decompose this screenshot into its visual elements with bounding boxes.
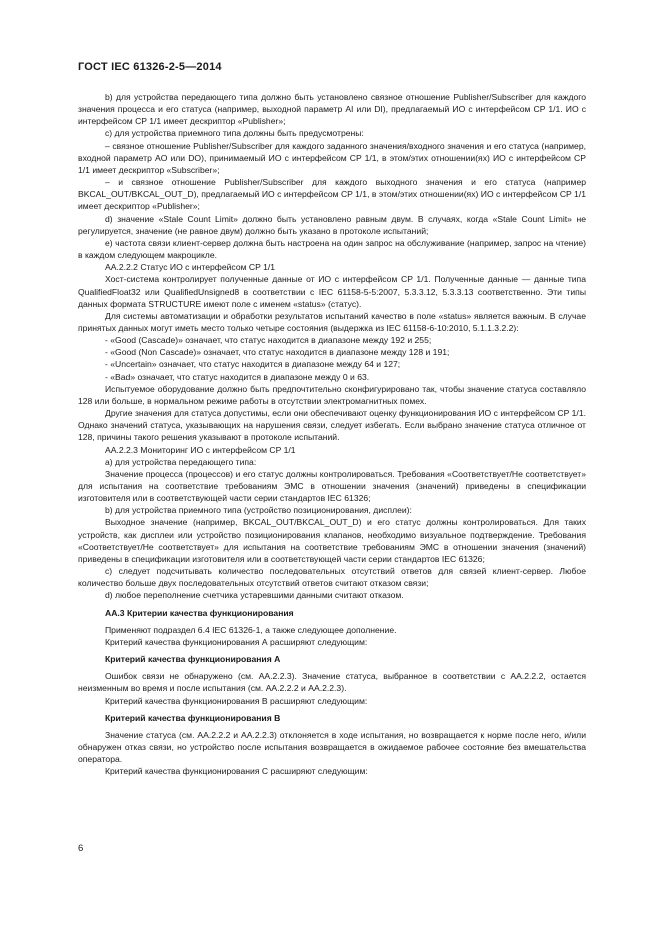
- list-item: - «Uncertain» означает, что статус находится в диапазоне между 64 и 127;: [105, 359, 401, 370]
- page-number: 6: [78, 843, 84, 854]
- paragraph: Ошибок связи не обнаружено (см. AA.2.2.3). Значение статуса, выбранное в соответствии с AA.2.2.2, остается неизменным во время и после испытания (см. AA.2.2.2 и AA.2.2.3).: [78, 671, 586, 694]
- paragraph: Критерий качества функционирования С расширяют следующим:: [105, 766, 368, 777]
- list-item: - «Good (Cascade)» означает, что статус находится в диапазоне между 192 и 255;: [105, 335, 432, 346]
- paragraph: Другие значения для статуса допустимы, если они обеспечивают оценку функционирования ИО с интерфейсом CP 1/1. Однако значений статуса, указывающих на нарушения связи, следует избегать. Если выбрано значение статуса отличное от 128, причины такого решения указывают в протоколе испытаний.: [78, 408, 586, 443]
- paragraph: a) для устройства передающего типа:: [105, 456, 257, 467]
- paragraph: d) значение «Stale Count Limit» должно быть установлено равным двум. В случаях, когда «Stale Count Limit» не регулируется, значение (не равное двум) должно быть указано в протоколе испытаний;: [78, 213, 586, 236]
- paragraph: e) частота связи клиент-сервер должна быть настроена на один запрос на обслуживание (например, запрос на чтение) в каждом следующем макроцикле.: [78, 237, 586, 261]
- document-header: ГОСТ IEC 61326-2-5—2014: [78, 61, 222, 73]
- list-item: - «Good (Non Cascade)» означает, что статус находится в диапазоне между 128 и 191;: [105, 347, 450, 358]
- paragraph: d) любое переполнение счетчика устаревшими данными считают отказом.: [105, 590, 404, 601]
- paragraph: Выходное значение (например, BKCAL_OUT/BKCAL_OUT_D) и его статус должны контролироваться. Для таких устройств, как дисплеи или устройство позиционирования клапанов, необходимо визуальное подтверждение. Требования «Соответствует/Не соответствует» для испытания на соответствие требованиям ЭМС в отношении значения (значений) приведены в спецификации изготовителя или в соответствующей части серии стандартов IEC 61326;: [78, 517, 586, 564]
- paragraph: Применяют подраздел 6.4 IEC 61326-1, а также следующее дополнение.: [105, 624, 397, 635]
- paragraph: Значение процесса (процессов) и его статус должны контролироваться. Требования «Соответствует/Не соответствует» для испытания на соответствие требованиям ЭМС в отношении значения (значений) приведены в спецификации изготовителя или в соответствующей части серии стандартов IEC 61326;: [78, 468, 586, 504]
- subsection-heading: AA.2.2.2 Статус ИО с интерфейсом CP 1/1: [105, 262, 276, 273]
- paragraph: Испытуемое оборудование должно быть предпочтительно сконфигурировано так, чтобы значение статуса составляло 128 или больше, в нормальном режиме работы в отсутствии электромагнитных помех.: [78, 383, 586, 406]
- paragraph: Критерий качества функционирования А расширяют следующим:: [105, 636, 368, 647]
- list-item: - «Bad» означает, что статус находится в диапазоне между 0 и 63.: [105, 371, 370, 382]
- paragraph: – связное отношение Publisher/Subscriber для каждого заданного значения/входного значения и его статуса (например, входной параметр AO или DO), принимаемый ИО с интерфейсом CP 1/1, в этом/этих отношении(ях) ИО с интерфейсом CP 1/1 имеет дескриптор «Subscriber»;: [78, 140, 586, 175]
- paragraph: b) для устройства передающего типа должно быть установлено связное отношение Publisher/Subscriber для каждого значения процесса и его статуса (например, выходной параметр AI или DI), предлагаемый ИО с интерфейсом CP 1/1. ИО с интерфейсом CP 1/1 имеет дескриптор «Publisher»;: [78, 92, 586, 127]
- paragraph: Для системы автоматизации и обработки результатов испытаний качество в поле «status» является важным. В случае принятых данных могут иметь место только четыре состояния (выдержка из IEC 61158-6-10:2010, 5.1.1.3.2.2):: [78, 310, 586, 333]
- paragraph: Значение статуса (см. AA.2.2.2 и AA.2.2.3) отклоняется в ходе испытания, но возвращается к норме после него, и/или обнаружен отказ связи, но устройство после испытания возвращается в ожидаемое рабочее состояние без вмешательства оператора.: [78, 729, 586, 765]
- paragraph: Критерий качества функционирования В расширяют следующим:: [105, 695, 368, 706]
- section-heading: AA.3 Критерии качества функционирования: [105, 607, 294, 618]
- paragraph: Хост-система контролирует полученные данные от ИО с интерфейсом CP 1/1. Полученные данные — данные типа QualifiedFloat32 или QualifiedUnsigned8 в соответствии с IEC 61158-5-5:2007, 5.3.3.12, 5.3.3.13 соответственно. Эти типы данных формата STRUCTURE имеют поле с именем «status» (статус).: [78, 274, 586, 309]
- subsection-heading: AA.2.2.3 Мониторинг ИО с интерфейсом CP 1/1: [105, 444, 296, 455]
- paragraph: – и связное отношение Publisher/Subscriber для каждого выходного значения и его статуса (например BKCAL_OUT/BKCAL_OUT_D), предлагаемый ИО с интерфейсом CP 1/1, в этом/этих отношении(ях) ИО с интерфейсом CP 1/1 имеет дескриптор «Publisher»;: [78, 177, 586, 212]
- paragraph: c) для устройства приемного типа должны быть предусмотрены:: [105, 128, 364, 139]
- criterion-heading-a: Критерий качества функционирования А: [105, 654, 281, 665]
- paragraph: b) для устройства приемного типа (устройство позиционирования, дисплеи):: [105, 505, 412, 516]
- paragraph: c) следует подсчитывать количество последовательных отсутствий ответов для связей клиент-сервер. Любое количество больше двух последовательных отсутствий ответов считают отказом связи;: [78, 566, 586, 589]
- criterion-heading-b: Критерий качества функционирования В: [105, 712, 281, 723]
- document-body: [78, 91, 586, 777]
